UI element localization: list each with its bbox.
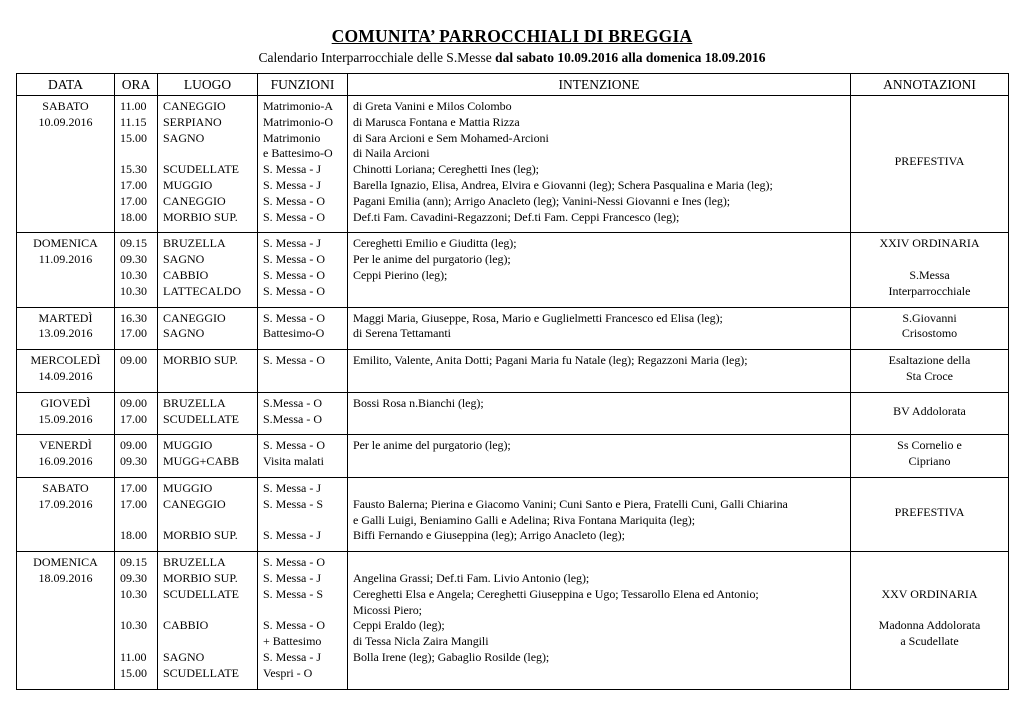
page-subtitle xyxy=(16,50,1008,66)
table-header-row xyxy=(17,74,1009,96)
cell-line: SAGNO xyxy=(163,649,205,664)
cell-line: 11.15 xyxy=(120,114,147,129)
cell-line: Cipriano xyxy=(908,454,951,469)
cell-line: 17.09.2016 xyxy=(38,496,93,511)
cell-date xyxy=(17,233,115,307)
cell-line: S. Messa - O xyxy=(263,555,325,570)
table-row xyxy=(17,233,1009,307)
cell-line: BRUZELLA xyxy=(163,236,226,251)
cell-time xyxy=(115,307,158,350)
cell-line: PREFESTIVA xyxy=(894,504,965,519)
cell-line: 09.00 xyxy=(120,395,147,410)
cell-line: CANEGGIO xyxy=(163,193,226,208)
cell-place xyxy=(158,96,258,233)
cell-line: 18.00 xyxy=(120,528,147,543)
cell-place xyxy=(158,392,258,435)
cell-line: 09.30 xyxy=(120,252,147,267)
cell-line: a Scudellate xyxy=(900,634,959,649)
cell-annotation xyxy=(851,307,1009,350)
cell-line: Bossi Rosa n.Bianchi (leg); xyxy=(353,395,484,410)
cell-place xyxy=(158,307,258,350)
cell-line xyxy=(163,513,254,529)
cell-line: MORBIO SUP. xyxy=(163,353,238,368)
cell-time xyxy=(115,392,158,435)
cell-line: SCUDELLATE xyxy=(163,665,239,680)
table-row xyxy=(17,307,1009,350)
cell-line: CABBIO xyxy=(163,267,209,282)
cell-line: Madonna Addolorata xyxy=(878,618,981,633)
cell-intention xyxy=(348,552,851,689)
cell-line xyxy=(120,603,154,619)
cell-line: Maggi Maria, Giuseppe, Rosa, Mario e Guglielmetti Francesco ed Elisa (leg); xyxy=(353,310,723,325)
cell-line xyxy=(353,666,847,682)
cell-function xyxy=(258,233,348,307)
cell-line: 09.00 xyxy=(120,353,147,368)
cell-line: Visita malati xyxy=(263,454,324,469)
cell-line: di Naila Arcioni xyxy=(353,146,430,161)
cell-line: Emilito, Valente, Anita Dotti; Pagani Maria fu Natale (leg); Regazzoni Maria (leg); xyxy=(353,353,748,368)
cell-line: Per le anime del purgatorio (leg); xyxy=(353,252,511,267)
cell-line: Sta Croce xyxy=(906,368,953,383)
cell-date xyxy=(17,435,115,478)
cell-line: XXIV ORDINARIA xyxy=(879,236,980,251)
header-annotazioni: ANNOTAZIONI xyxy=(851,74,1009,96)
cell-intention xyxy=(348,307,851,350)
cell-intention xyxy=(348,477,851,551)
cell-line: Micossi Piero; xyxy=(353,602,422,617)
cell-line: 09.00 xyxy=(120,438,147,453)
cell-time xyxy=(115,435,158,478)
cell-line: Vespri - O xyxy=(263,665,313,680)
cell-line: PREFESTIVA xyxy=(894,154,965,169)
cell-function xyxy=(258,435,348,478)
cell-line: S.Messa - O xyxy=(263,411,322,426)
cell-line: BRUZELLA xyxy=(163,555,226,570)
cell-line: S.Messa xyxy=(909,267,950,282)
cell-line: MARTEDÌ xyxy=(38,310,93,325)
cell-place xyxy=(158,350,258,393)
cell-line: 17.00 xyxy=(120,496,147,511)
cell-line: MORBIO SUP. xyxy=(163,570,238,585)
cell-line: S. Messa - J xyxy=(263,649,322,664)
cell-line xyxy=(263,603,344,619)
cell-line: 09.15 xyxy=(120,236,147,251)
header-funzioni: FUNZIONI xyxy=(258,74,348,96)
cell-line: Ceppi Pierino (leg); xyxy=(353,267,448,282)
cell-function xyxy=(258,552,348,689)
cell-line: 10.30 xyxy=(120,283,147,298)
cell-line: Fausto Balerna; Pierina e Giacomo Vanini; Cuni Santo e Piera, Fratelli Cuni, Galli Chiarina xyxy=(353,496,788,511)
table-row xyxy=(17,392,1009,435)
cell-line: di Serena Tettamanti xyxy=(353,326,451,341)
cell-line: MORBIO SUP. xyxy=(163,528,238,543)
header-intenzione: INTENZIONE xyxy=(348,74,851,96)
cell-line: S. Messa - J xyxy=(263,570,322,585)
cell-place xyxy=(158,435,258,478)
cell-function xyxy=(258,350,348,393)
cell-annotation xyxy=(851,552,1009,689)
cell-line: S. Messa - O xyxy=(263,209,325,224)
cell-intention xyxy=(348,392,851,435)
cell-line: di Greta Vanini e Milos Colombo xyxy=(353,99,512,113)
cell-line: 15.30 xyxy=(120,162,147,177)
cell-line: 14.09.2016 xyxy=(38,368,93,383)
cell-line: Cereghetti Emilio e Giuditta (leg); xyxy=(353,236,517,251)
cell-line: Biffi Fernando e Giuseppina (leg); Arrigo Anacleto (leg); xyxy=(353,528,625,543)
cell-line: Cereghetti Elsa e Angela; Cereghetti Giuseppina e Ugo; Tessarollo Elena ed Antonio; xyxy=(353,586,759,601)
cell-line: S. Messa - O xyxy=(263,283,325,298)
cell-annotation xyxy=(851,233,1009,307)
page-title: COMUNITA’ PARROCCHIALI DI BREGGIA xyxy=(331,26,693,46)
cell-line: S. Messa - S xyxy=(263,496,324,511)
header-data: DATA xyxy=(17,74,115,96)
cell-line: 17.00 xyxy=(120,480,147,495)
cell-annotation xyxy=(851,477,1009,551)
cell-date xyxy=(17,477,115,551)
cell-line xyxy=(353,412,847,428)
cell-line: S.Messa - O xyxy=(263,395,322,410)
cell-line: di Sara Arcioni e Sem Mohamed-Arcioni xyxy=(353,130,549,145)
cell-line: Bolla Irene (leg); Gabaglio Rosilde (leg); xyxy=(353,649,550,664)
cell-line: Angelina Grassi; Def.ti Fam. Livio Antonio (leg); xyxy=(353,570,590,585)
cell-line: 16.30 xyxy=(120,310,147,325)
cell-place xyxy=(158,552,258,689)
table-row xyxy=(17,350,1009,393)
cell-line: Ss Cornelio e xyxy=(897,438,962,453)
cell-line: S. Messa - O xyxy=(263,193,325,208)
cell-line: MORBIO SUP. xyxy=(163,209,238,224)
cell-time xyxy=(115,477,158,551)
cell-line xyxy=(120,634,154,650)
cell-line: 09.30 xyxy=(120,454,147,469)
cell-line: 15.09.2016 xyxy=(38,411,93,426)
cell-line: Chinotti Loriana; Cereghetti Ines (leg); xyxy=(353,162,539,177)
calendar-table-body xyxy=(17,96,1009,690)
cell-annotation xyxy=(851,392,1009,435)
cell-line: 10.30 xyxy=(120,267,147,282)
cell-line: 11.00 xyxy=(120,649,147,664)
cell-line: Matrimonio-A xyxy=(263,99,333,113)
cell-line: 18.00 xyxy=(120,209,147,224)
cell-line: Esaltazione della xyxy=(888,353,971,368)
cell-line: CABBIO xyxy=(163,618,209,633)
cell-line: S. Messa - J xyxy=(263,177,322,192)
cell-line: MUGG+CABB xyxy=(163,454,240,469)
cell-annotation xyxy=(851,435,1009,478)
cell-line: MERCOLEDÌ xyxy=(30,353,101,368)
cell-line: 15.00 xyxy=(120,665,147,680)
cell-line: Barella Ignazio, Elisa, Andrea, Elvira e Giovanni (leg); Schera Pasqualina e Maria (leg); xyxy=(353,177,773,192)
cell-line: CANEGGIO xyxy=(163,496,226,511)
cell-line: Ceppi Eraldo (leg); xyxy=(353,618,445,633)
cell-line: 11.09.2016 xyxy=(38,252,93,267)
cell-line: 17.00 xyxy=(120,411,147,426)
cell-intention xyxy=(348,350,851,393)
cell-line: SCUDELLATE xyxy=(163,586,239,601)
cell-line xyxy=(263,513,344,529)
cell-line: Pagani Emilia (ann); Arrigo Anacleto (leg); Vanini-Nessi Giovanni e Ines (leg); xyxy=(353,193,731,208)
cell-line: DOMENICA xyxy=(33,236,98,251)
cell-line: S. Messa - O xyxy=(263,310,325,325)
cell-line: MUGGIO xyxy=(163,480,213,495)
cell-line: VENERDÌ xyxy=(39,438,92,453)
cell-place xyxy=(158,233,258,307)
cell-line: Def.ti Fam. Cavadini-Regazzoni; Def.ti Fam. Ceppi Francesco (leg); xyxy=(353,209,680,224)
cell-line: MUGGIO xyxy=(163,177,213,192)
cell-time xyxy=(115,96,158,233)
cell-line: S. Messa - O xyxy=(263,252,325,267)
cell-line: BV Addolorata xyxy=(893,403,966,418)
cell-line: XXV ORDINARIA xyxy=(881,586,978,601)
cell-line xyxy=(353,481,847,497)
cell-line: Matrimonio xyxy=(263,130,321,145)
cell-line: 10.30 xyxy=(120,586,147,601)
cell-line xyxy=(120,513,154,529)
cell-line: S. Messa - J xyxy=(263,528,322,543)
cell-line: S. Messa - O xyxy=(263,267,325,282)
cell-line: BRUZELLA xyxy=(163,395,226,410)
cell-line: Matrimonio-O xyxy=(263,114,333,129)
cell-line: SABATO xyxy=(42,99,89,113)
cell-line: di Tessa Nicla Zaira Mangili xyxy=(353,634,489,649)
cell-line: 15.00 xyxy=(120,130,147,145)
cell-line: GIOVEDÌ xyxy=(40,395,91,410)
cell-line: Interparrocchiale xyxy=(888,283,971,298)
table-row xyxy=(17,435,1009,478)
cell-line: 11.00 xyxy=(120,99,147,113)
cell-line: Crisostomo xyxy=(901,326,958,341)
cell-line: + Battesimo xyxy=(263,634,322,649)
subtitle-text: Calendario Interparrocchiale delle S.Messe xyxy=(258,50,496,65)
cell-line: SAGNO xyxy=(163,252,205,267)
cell-line: S. Messa - O xyxy=(263,353,325,368)
cell-line: SAGNO xyxy=(163,130,205,145)
cell-line: S.Giovanni xyxy=(902,310,957,325)
cell-line: Battesimo-O xyxy=(263,326,325,341)
cell-line xyxy=(353,454,847,470)
cell-line: S. Messa - O xyxy=(263,438,325,453)
cell-line: 18.09.2016 xyxy=(38,570,93,585)
cell-line: SAGNO xyxy=(163,326,205,341)
cell-line: e Galli Luigi, Beniamino Galli e Adelina; Riva Fontana Mariquita (leg); xyxy=(353,512,696,527)
cell-line: DOMENICA xyxy=(33,555,98,570)
cell-function xyxy=(258,477,348,551)
cell-date xyxy=(17,552,115,689)
cell-line: 10.30 xyxy=(120,618,147,633)
cell-line: S. Messa - J xyxy=(263,236,322,251)
cell-line: SCUDELLATE xyxy=(163,411,239,426)
cell-line: S. Messa - S xyxy=(263,586,324,601)
cell-line xyxy=(353,555,847,571)
cell-date xyxy=(17,96,115,233)
cell-line: 17.00 xyxy=(120,193,147,208)
cell-line: CANEGGIO xyxy=(163,310,226,325)
cell-line: Per le anime del purgatorio (leg); xyxy=(353,438,511,453)
cell-line: 13.09.2016 xyxy=(38,326,93,341)
cell-line xyxy=(853,252,1006,268)
cell-line xyxy=(853,603,1006,619)
cell-function xyxy=(258,392,348,435)
cell-line: 17.00 xyxy=(120,177,147,192)
cell-line: CANEGGIO xyxy=(163,99,226,113)
cell-line: S. Messa - J xyxy=(263,480,322,495)
cell-line: 17.00 xyxy=(120,326,147,341)
cell-annotation xyxy=(851,96,1009,233)
cell-date xyxy=(17,307,115,350)
cell-line: LATTECALDO xyxy=(163,283,241,298)
cell-time xyxy=(115,552,158,689)
cell-date xyxy=(17,392,115,435)
cell-line: di Marusca Fontana e Mattia Rizza xyxy=(353,114,520,129)
cell-date xyxy=(17,350,115,393)
calendar-table xyxy=(16,73,1009,690)
cell-line: 09.30 xyxy=(120,570,147,585)
cell-line: 10.09.2016 xyxy=(38,114,93,129)
cell-line: SERPIANO xyxy=(163,114,222,129)
cell-place xyxy=(158,477,258,551)
cell-intention xyxy=(348,233,851,307)
cell-function xyxy=(258,307,348,350)
cell-function xyxy=(258,96,348,233)
cell-time xyxy=(115,350,158,393)
cell-time xyxy=(115,233,158,307)
cell-line xyxy=(163,146,254,162)
cell-line: 16.09.2016 xyxy=(38,454,93,469)
cell-line: MUGGIO xyxy=(163,438,213,453)
cell-intention xyxy=(348,435,851,478)
cell-line: SABATO xyxy=(42,480,89,495)
header-luogo: LUOGO xyxy=(158,74,258,96)
cell-line xyxy=(120,146,154,162)
cell-line: 09.15 xyxy=(120,555,147,570)
cell-line: S. Messa - J xyxy=(263,162,322,177)
cell-line: e Battesimo-O xyxy=(263,146,333,161)
table-row xyxy=(17,96,1009,233)
cell-line xyxy=(353,284,847,300)
cell-line xyxy=(163,603,254,619)
cell-line: S. Messa - O xyxy=(263,618,325,633)
cell-annotation xyxy=(851,350,1009,393)
cell-intention xyxy=(348,96,851,233)
subtitle-date-range: dal sabato 10.09.2016 alla domenica 18.09.2016 xyxy=(495,50,766,65)
cell-line xyxy=(163,634,254,650)
table-row xyxy=(17,552,1009,689)
header-ora: ORA xyxy=(115,74,158,96)
table-row xyxy=(17,477,1009,551)
cell-line: SCUDELLATE xyxy=(163,162,239,177)
